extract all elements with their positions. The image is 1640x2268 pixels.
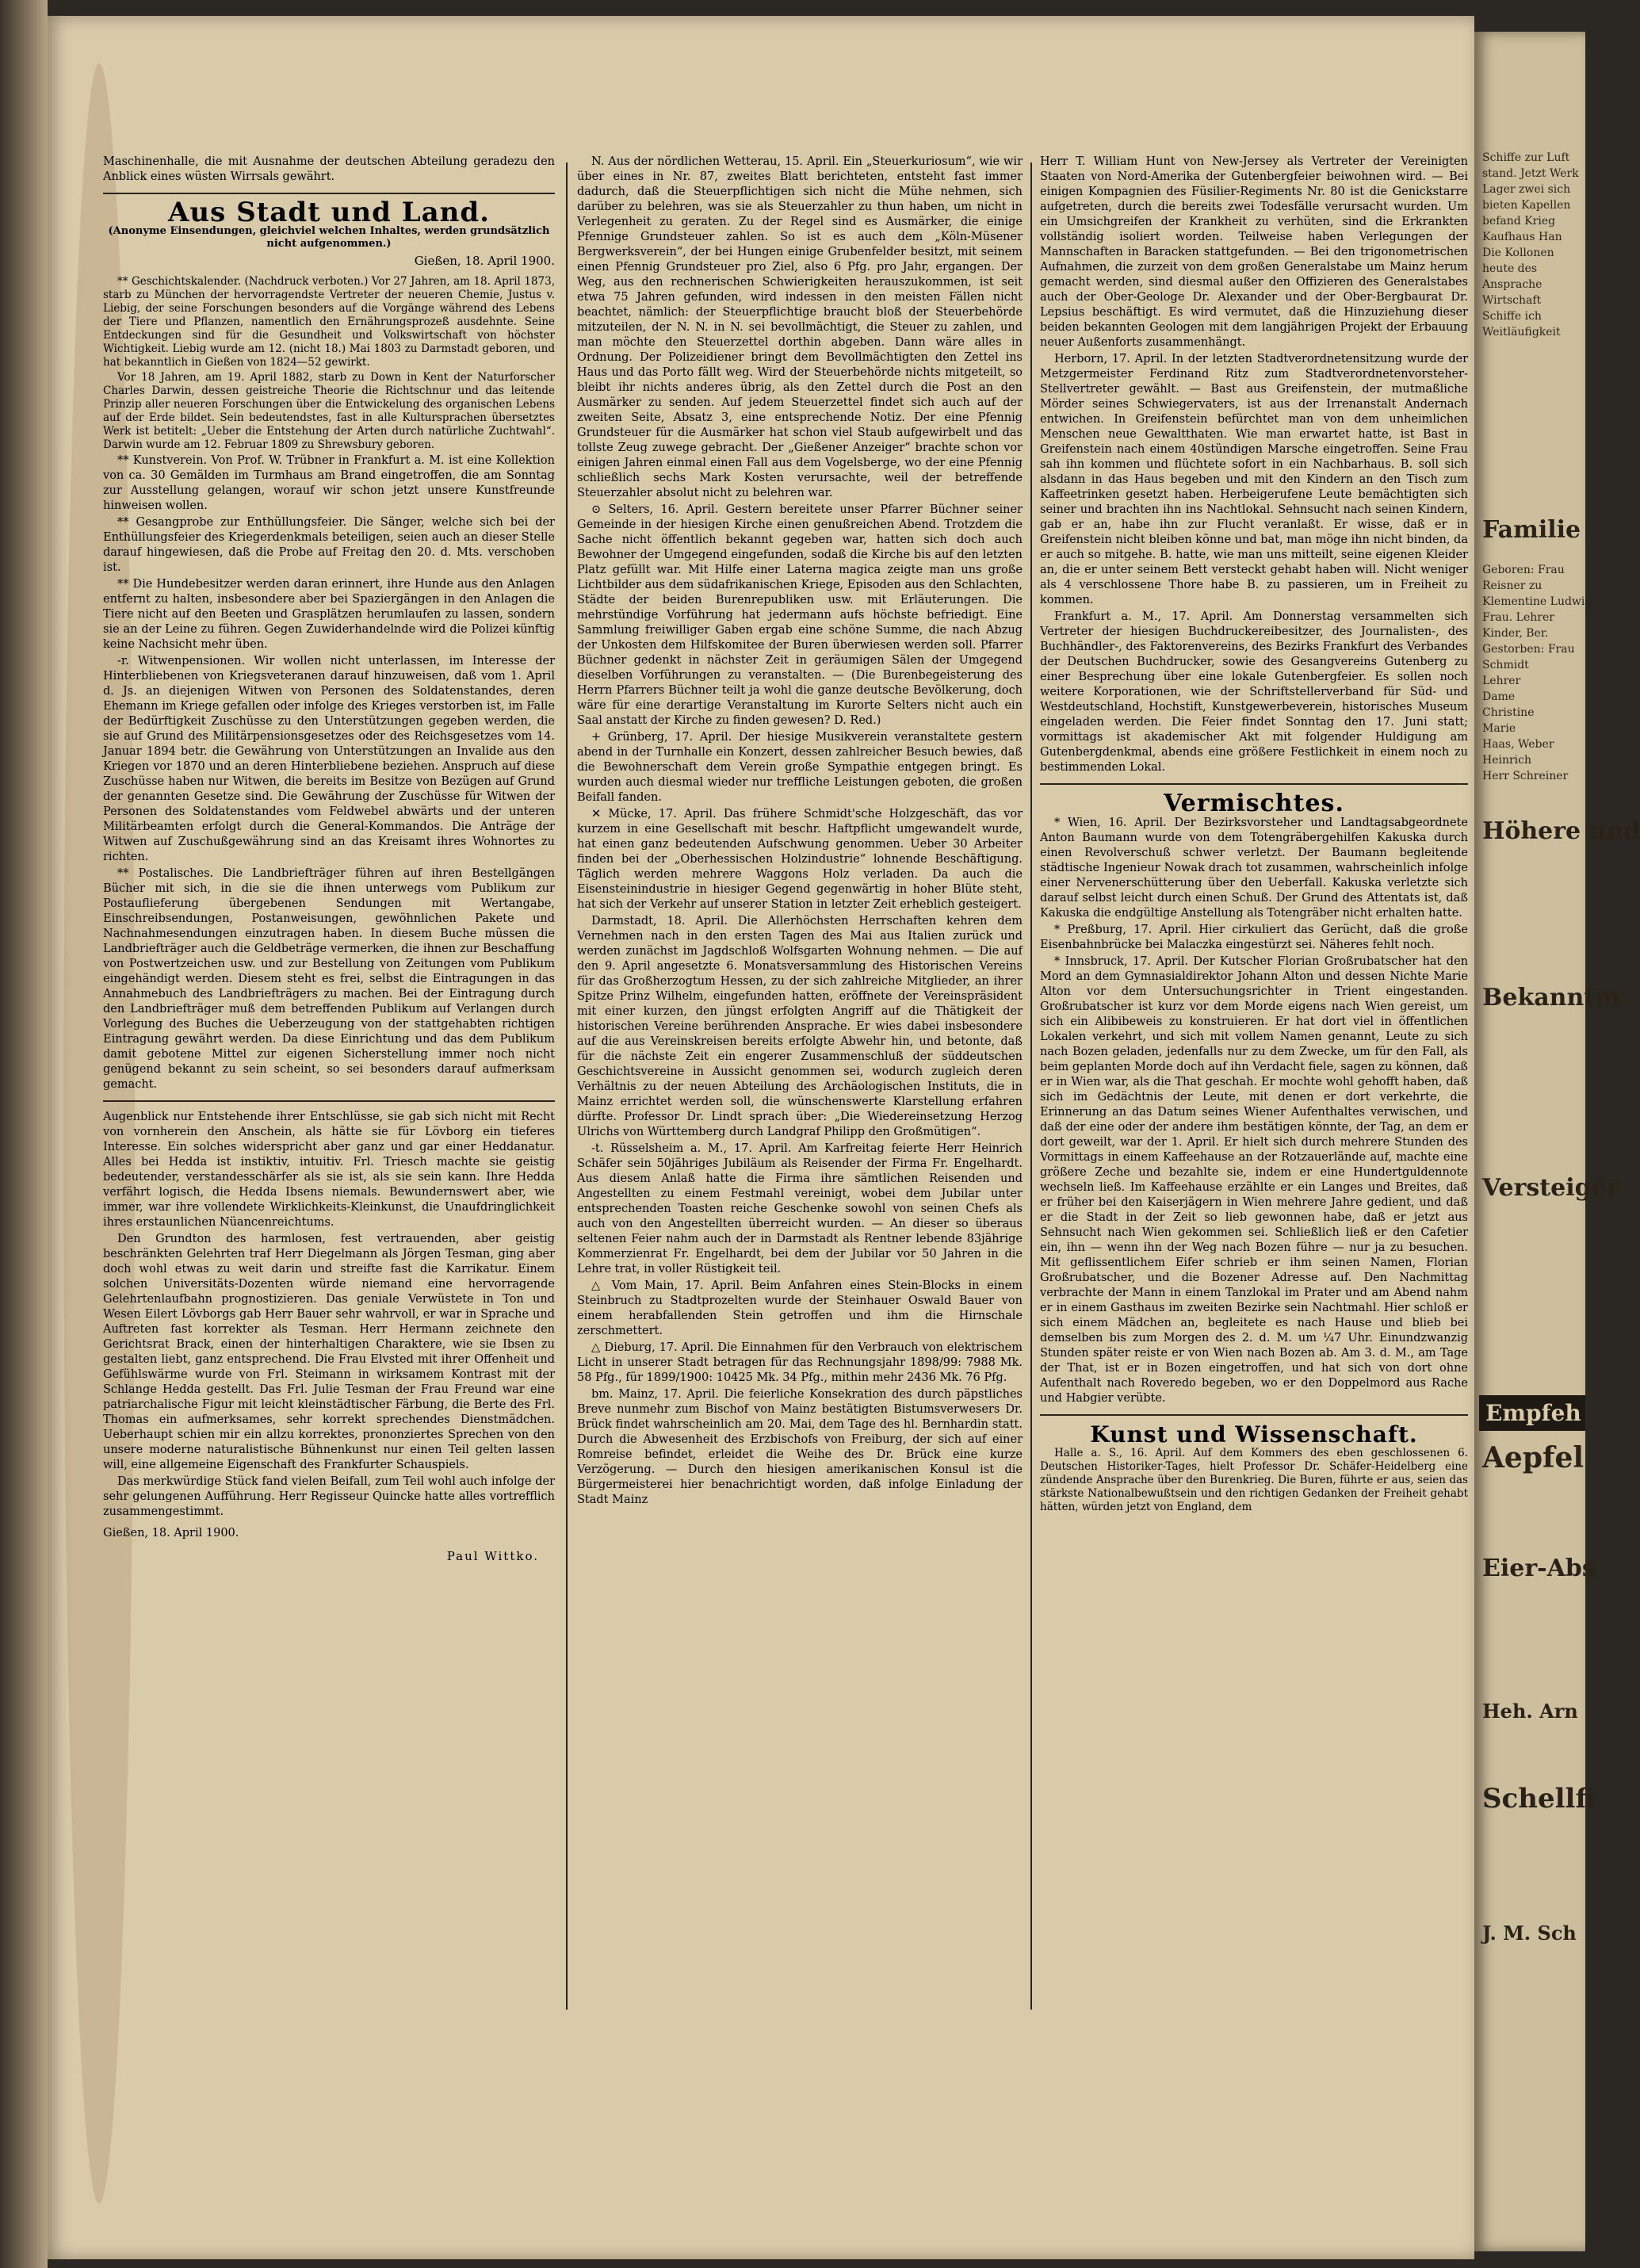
article-muecke: ✕ Mücke, 17. April. Das frühere Schmidt'sche Holzgeschäft, das vor kurzem in eine Gesellschaft mit beschr. Haftpflicht umgewandelt wurde, hat einen ganz bedeutenden Aufschwung genommen. Ueber 30 Arbeiter finden bei der „Oberhessischen Holzindustrie“ lohnende Beschäftigung. Täglich werden mehrere Waggons Holz verladen. Da auch die Eisensteinindustrie in hiesiger Gegend gegenwärtig in hoher Blüte steht, hat sich der Verkehr auf unserer Station in letzter Zeit erheblich gesteigert.: [577, 808, 1023, 911]
edge-text: Lehrer: [1482, 675, 1521, 687]
edge-text: stand. Jetzt Werk: [1482, 167, 1579, 180]
column-rule: [566, 163, 568, 2010]
article-herborn: Herborn, 17. April. In der letzten Stadtverordnetensitzung wurde der Metzgermeister Ferdinand Ritz zum Stadtverordnetenvorsteher-Stellvertreter gewählt. — Bast aus Greifenstein, der mutmaßliche Mörder seines Schwiegervaters, ist aus der Irrenanstalt Andernach entwichen. In Greifenstein befürchtet man von dem unheimlichen Menschen neue Gewaltthaten. Wie man erwartet hatte, ist Bast in Greifenstein nach einem 40stündigen Marsche eingetroffen. Seine Frau sah ihn kommen und flüchtete sofort in ein Nachbarhaus. B. soll sich alsdann in das Haus begeben und mit den Kindern an den Tisch zum Kaffeetrinken gesetzt haben. Herbeigerufene Leute bemächtigten sich seiner und brachten ihn ins Nachtlokal. Sehnsucht nach seinen Kindern, gab er an, habe ihn zur Flucht veranlaßt. Er wisse, daß er in Greifenstein nicht bleiben könne und bat, man möge ihn nicht binden, da er auch so mitgehe. B. hatte, wie man uns mitteilt, seine eigenen Kleider an, die er unter seinem Bett versteckt gehabt haben will. Nicht weniger als 4 verschlossene Thore habe B. zu passieren, um in Freiheit zu kommen.: [1040, 353, 1468, 606]
edge-text: Klementine Ludwig: [1482, 595, 1592, 608]
article-vom-main: △ Vom Main, 17. April. Beim Anfahren eines Stein-Blocks in einem Steinbruch zu Stadtprozelten wurde der Steinhauer Oswald Bauer von einem herabfallenden Stein getroffen und ihm die Hirnschale zerschmettert.: [577, 1279, 1023, 1337]
edge-heading: Familie: [1482, 516, 1581, 544]
theater-review-part3: Das merkwürdige Stück fand vielen Beifall, zum Teil wohl auch infolge der sehr gelungenen Aufführung. Herr Regisseur Quincke hatte alles vortrefflich zusammengestimmt.: [103, 1475, 555, 1518]
intro-paragraph: Maschinenhalle, die mit Ausnahme der deutschen Abteilung geradezu den Anblick eines wüsten Wirrsals gewährt.: [103, 155, 555, 183]
edge-text: Schiffe ich: [1482, 310, 1542, 323]
article-halle: Halle a. S., 16. April. Auf dem Kommers des eben geschlossenen 6. Deutschen Historiker-Tages, hielt Professor Dr. Schäfer-Heidelberg eine zündende Ansprache über den Burenkrieg. Die Buren, führte er aus, seien das stärkste Nationalbewußtsein und den richtigen Gedanken der Freiheit gehabt hätten, würden jetzt von England, dem: [1040, 1447, 1468, 1513]
edge-text: Kinder, Ber.: [1482, 627, 1549, 640]
edge-heading: Aepfel: [1482, 1441, 1585, 1474]
edge-heading: Eier-Abs: [1482, 1555, 1596, 1582]
article-hundebesitzer: ** Die Hundebesitzer werden daran erinnert, ihre Hunde aus den Anlagen entfernt zu halten, insbesondere aber bei Spaziergängen in den Anlagen die Tiere nicht auf den Beeten und Grasplätzen herumlaufen zu lassen, sondern sie an der Leine zu führen. Gegen Zuwiderhandelnde wird die Polizei künftig keine Nachsicht mehr üben.: [103, 578, 555, 651]
column-3: [1040, 155, 1468, 1516]
edge-text: Christine: [1482, 706, 1535, 719]
edge-ad-box: Empfeh: [1479, 1395, 1585, 1431]
edge-text: Marie: [1482, 722, 1516, 735]
article-gesangprobe: ** Gesangprobe zur Enthüllungsfeier. Die Sänger, welche sich bei der Enthüllungsfeier des Kriegerdenkmals beteiligen, seien auch an dieser Stelle darauf hingewiesen, daß die Probe auf Freitag den 20. d. Mts. verschoben ist.: [103, 516, 555, 574]
edge-heading: Schellfi: [1482, 1783, 1596, 1815]
article-kunstverein: ** Kunstverein. Von Prof. W. Trübner in Frankfurt a. M. ist eine Kollektion von ca. 30 Gemälden im Turmhaus am Brand eingetroffen, die am Sonntag zur Ausstellung gelangen, worauf wir schon jetzt unsere Kunstfreunde hinweisen wollen.: [103, 454, 555, 512]
article-pressburg: * Preßburg, 17. April. Hier cirkuliert das Gerücht, daß die große Eisenbahnbrücke bei Malaczka eingestürzt sei. Näheres fehlt noch.: [1040, 924, 1468, 951]
divider: [103, 1100, 555, 1102]
edge-text: Frau. Lehrer: [1482, 611, 1554, 624]
divider: [103, 193, 555, 194]
divider: [1040, 783, 1468, 785]
article-wetterau: N. Aus der nördlichen Wetterau, 15. April. Ein „Steuerkuriosum“, wie wir über eines in Nr. 87, zweites Blatt berichteten, entsteht fast immer dadurch, daß die Steuerpflichtigen sich nicht die Mühe nehmen, sich darüber zu belehren, was sie als Steuerzahler zu thun haben, um nicht in Verlegenheit zu geraten. Zu der Regel sind es Ausmärker, die einige Pfennige Grundsteuer zahlen. So ist es auch dem „Köln-Müsener Bergwerksverein“, der bei Hungen einige Grubenfelder besitzt, mit seinem einen Pfennig Grundsteuer pro Ziel, also 6 Pfg. pro Jahr, ergangen. Der Weg, aus den rechnerischen Schwierigkeiten herauszukommen, ist seit etwa 75 Jahren gefunden, wird indessen in den meisten Fällen nicht beachtet, nämlich: der Steuerpflichtige braucht bloß der Steuerbehörde mitzuteilen, der N. N. in N. sei bevollmächtigt, die Steuer zu zahlen, und man möchte den Steuerzettel dorthin abgeben. Dann wäre alles in Ordnung. Der Polizeidiener bringt dem Bevollmächtigten den Zettel ins Haus und das Porto fällt weg. Wird der Steuerbehörde nichts mitgeteilt, so bleibt ihr nichts anderes übrig, als den Zettel durch die Post an den Ausmärker zu senden. Auf jedem Steuerzettel findet sich auch auf der zweiten Seite, Absatz 3, eine entsprechende Notiz. Der eine Pfennig Grundsteuer für die Ausmärker hat schon viel Staub aufgewirbelt und das tollste Zeug zuwege gebracht. Der „Gießener Anzeiger“ brachte schon vor einigen Jahren einmal einen Fall aus dem Vogelsberge, wo der eine Pfennig schließlich sechs Mark Kosten verursachte, weil der betreffende Steuerzahler absolut nicht zu belehren war.: [577, 155, 1023, 499]
article-wien: * Wien, 16. April. Der Bezirksvorsteher und Landtagsabgeordnete Anton Baumann wurde von dem Totengräbergehilfen Kakuska durch einen Revolverschuß schwer verletzt. Der Baumann begleitende städtische Ingenieur Nowak drach tot zusammen, wahrscheinlich infolge einer Nervenerschütterung über den Ueberfall. Kakuska verletzte sich darauf selbst leicht durch einen Schuß. Der Grund des Attentats ist, daß Kakuska die endgültige Anstellung als Totengräber nicht erhalten hatte.: [1040, 817, 1468, 920]
section-subtitle: (Anonyme Einsendungen, gleichviel welchen Inhaltes, werden grundsätzlich nicht aufgenommen.): [108, 225, 550, 250]
article-witwenpensionen: -r. Witwenpensionen. Wir wollen nicht unterlassen, im Interesse der Hinterbliebenen von Kriegsveteranen darauf hinzuweisen, daß vom 1. April d. Js. an diejenigen Witwen von Personen des Soldatenstandes, deren Ehemann im Kriege gefallen oder infolge des Krieges verstorben ist, im Falle der Bedürftigkeit Zuschüsse zu den Unterstützungen gegeben werden, die sie auf Grund des Militärpensionsgesetzes oder des Reichsgesetzes vom 14. Januar 1894 betr. die Gewährung von Unterstützungen an Invalide aus den Kriegen vor 1870 und an deren Hinterbliebene beziehen. Anspruch auf diese Zuschüsse haben nur Witwen, die bereits im Besitze von Bezügen auf Grund der genannten Gesetze sind. Die Gewährung der Zuschüsse für Witwen der Personen des Soldatenstandes vom Feldwebel abwärts und der unteren Militärbeamten erfolgt durch die General-Kommandos. Die Anträge der Witwen auf Zuschußgewährung sind an das Kreisamt ihres Wohnortes zu richten.: [103, 655, 555, 863]
edge-text: Geboren: Frau: [1482, 564, 1565, 576]
edge-text: Weitläufigkeit: [1482, 326, 1561, 338]
column-rule: [1030, 163, 1032, 2010]
edge-text: Die Kollonen: [1482, 247, 1554, 259]
section-title-kunst: Kunst und Wissenschaft.: [1090, 1421, 1418, 1448]
edge-text: Schmidt: [1482, 659, 1529, 671]
edge-text: Ansprache: [1482, 278, 1543, 291]
edge-text: bieten Kapellen: [1482, 199, 1571, 212]
edge-text: heute des: [1482, 262, 1538, 275]
article-innsbruck: * Innsbruck, 17. April. Der Kutscher Florian Großrubatscher hat den Mord an dem Gymnasialdirektor Johann Alton und dessen Nichte Marie Alton vor dem Untersuchungsrichter in Trient eingestanden. Großrubatscher ist kurz vor dem Morde eigens nach Wien gereist, um sich ein Alibibeweis zu konstruieren. Er hat dort viel in öffentlichen Lokalen verkehrt, und sich mit vollem Namen genannt, Leute zu sich nach Bozen geladen, jedenfalls nur zu dem Zwecke, um für den Fall, als beim geplanten Morde doch auf ihn Verdacht fiele, sagen zu können, daß er in Wien war, als die That geschah. Er mochte wohl gehofft haben, daß sich im Gedächtnis der Leute, mit denen er dort verkehrte, die Erinnerung an das Datum seines Wiener Aufenthaltes verwischen, und daß der eine oder der andere ihm bestätigen könnte, der Tag, an dem er dort geweilt, war der 1. April. Er hielt sich durch mehrere Stunden des Vormittags in einem Kaffeehause an der Rotzauerlände auf, machte eine größere Zeche und bezahlte sie, indem er eine Hundertguldennote wechseln ließ. Im Kaffeehause erzählte er ein Langes und Breites, daß er früher bei den Kaiserjägern in Wien mehrere Jahre gedient, und daß er die Stadt in der Zeit so lieb gewonnen habe, daß er jetzt aus Sehnsucht nach Wien gekommen sei. Schließlich ließ er den Cafetier ein, ihn — wenn ihn der Weg nach Bozen führe — nur ja zu besuchen. Mit geflissentlichem Eifer schrieb er ihm seinen Namen, Florian Großrubatscher, und die Bozener Adresse auf. Den Nachmittag verbrachte der Mann in einem Tanzlokal im Prater und am Abend nahm er in einem Gasthaus im zweiten Bezirke sein Nachtmahl. Hier schloß er sich einem Mädchen an, begleitete es nach Hause und blieb bei demselben bis zum Morgen des 2. d. M. um ¼7 Uhr. Einundzwanzig Stunden später reiste er von Wien nach Bozen ab. Am 3. d. M., am Tage der That, ist er in Bozen eingetroffen, und hat sich von dort ohne Aufenthalt nach Roveredo begeben, wo er den Doppelmord aus Rache und Habgier verübte.: [1040, 955, 1468, 1405]
article-dieburg: △ Dieburg, 17. April. Die Einnahmen für den Verbrauch von elektrischem Licht in unserer Stadt betragen für das Rechnungsjahr 1898/99: 7988 Mk. 58 Pfg., für 1899/1900: 10425 Mk. 34 Pfg., mithin mehr 2436 Mk. 76 Pfg.: [577, 1341, 1023, 1384]
section-title-vermischtes: Vermischtes.: [1164, 790, 1344, 817]
article-ruesselsheim: -t. Rüsselsheim a. M., 17. April. Am Karfreitag feierte Herr Heinrich Schäfer sein 50jähriges Jubiläum als Reisender der Firma Fr. Engelhardt. Aus diesem Anlaß hatte die Firma ihre sämtlichen Reisenden und Angestellten zu einem Festmahl vereinigt, wobei dem Jubilar unter entsprechenden Toasten reiche Geschenke sowohl von seinen Chefs als auch von den Angestellten überreicht wurden. — An dieser so überaus seltenen Feier nahm auch der in Darmstadt als Rentner lebende 83jährige Kommerzienrat Fr. Engelhardt, bei dem der Jubilar vor 50 Jahren in die Lehre trat, in voller Rüstigkeit teil.: [577, 1142, 1023, 1276]
column-1: [103, 155, 555, 1564]
adjacent-page-edge: [1474, 32, 1640, 2251]
article-darmstadt: Darmstadt, 18. April. Die Allerhöchsten Herrschaften kehren dem Vernehmen nach in den ersten Tagen des Mai aus Italien zurück und werden zunächst im Jagdschloß Wolfsgarten Wohnung nehmen. — Die auf den 9. April angesetzte 6. Monatsversammlung des Historischen Vereins für das Großherzogtum Hessen, zu der sich zahlreiche Mitglieder, an ihrer Spitze Prinz Wilhelm, eingefunden hatten, eröffnete der Vereinspräsident mit einer kurzen, den jüngst erfolgten Angriff auf die Thätigkeit der historischen Vereine berührenden Ansprache. Er wies dabei insbesondere auf die aus Vereinskreisen bereits erfolgte Abwehr hin, und betonte, daß für die nächste Zeit ein engerer Zusammenschluß der süddeutschen Geschichtsvereine in Aussicht genommen sei, wodurch zugleich deren Verhältnis zu der neuen Abteilung des Archäologischen Instituts, die in Mainz errichtet werden soll, die wünschenswerte Klarstellung erfahren dürfte. Professor Dr. Lindt sprach über: „Die Wiedereinsetzung Herzog Ulrichs von Württemberg durch Landgraf Philipp den Großmütigen“.: [577, 915, 1023, 1138]
edge-text: Dame: [1482, 690, 1516, 703]
column-2: [577, 155, 1023, 1509]
article-mainz-continued: Herr T. William Hunt von New-Jersey als Vertreter der Vereinigten Staaten von Nord-Amerika der Gutenbergfeier beiwohnen wird. — Bei einigen Kompagnien des Füsilier-Regiments Nr. 80 ist die Genickstarre aufgetreten, durch die bereits zwei Todesfälle verursacht wurden. Um ein Umsichgreifen der Krankheit zu verhüten, sind die Erkrankten vollständig isoliert worden. Teilweise haben Verlegungen der Mannschaften in Baracken stattgefunden. — Bei den trigonometrischen Aufnahmen, die zurzeit von dem großen Generalstabe um Mainz herum gemacht werden, sind diesmal außer den Offizieren des Generalstabes auch der Ober-Geologe Dr. Alexander und der Ober-Bergbaurat Dr. Lepsius beschäftigt. Es wird vermutet, daß die Hinzuziehung dieser beiden bekannten Geologen mit dem langjährigen Projekt der Erbauung neuer Außenforts zusammenhängt.: [1040, 155, 1468, 349]
dateline: Gießen, 18. April 1900.: [414, 254, 555, 268]
edge-heading: Versteiger: [1482, 1174, 1619, 1202]
book-spine: [0, 0, 48, 2268]
edge-text: Haas, Weber: [1482, 738, 1554, 751]
edge-heading: Heh. Arn: [1482, 1700, 1578, 1723]
edge-text: befand Krieg: [1482, 215, 1556, 228]
divider: [1040, 1414, 1468, 1416]
edge-text: Heinrich: [1482, 754, 1532, 767]
edge-heading: Höhere und: [1482, 817, 1640, 845]
edge-heading: J. M. Sch: [1482, 1922, 1577, 1945]
edge-text: Schiffe zur Luft: [1482, 151, 1570, 164]
article-darwin: Vor 18 Jahren, am 19. April 1882, starb zu Down in Kent der Naturforscher Charles Darwin, dessen geistreiche Theorie die Richtschnur und das leitende Prinzip aller neueren Forschungen über die Entwickelung des organischen Lebens auf der Erde bildet. Sein bedeutendstes, fast in alle Kultursprachen übersetztes Werk ist betitelt: „Ueber die Entstehung der Arten durch natürliche Zuchtwahl“. Darwin wurde am 12. Februar 1809 zu Shrewsbury geboren.: [103, 371, 555, 451]
edge-text: Kaufhaus Han: [1482, 231, 1562, 243]
review-signature: Paul Wittko.: [446, 1549, 539, 1563]
article-postalisches: ** Postalisches. Die Landbriefträger führen auf ihren Bestellgängen Bücher mit sich, in die sie die ihnen unterwegs vom Publikum zur Postauflieferung übergebenen Sendungen mit Wertangabe, Einschreibsendungen, Postanweisungen, gewöhnlichen Pakete und Nachnahmesendungen einzutragen haben. In diesem Buche müssen die Landbriefträger auch die Geldbeträge vermerken, die ihnen zur Beschaffung von Postwertzeichen usw. und zur Bestellung von Zeitungen vom Publikum eingehändigt werden. Diesem steht es frei, selbst die Eintragungen in das Annahmebuch des Landbriefträgers zu machen. Bei der Eintragung durch den Landbriefträger muß dem betreffenden Publikum auf Verlangen durch Vorlegung des Buches die Ueberzeugung von der stattgehabten richtigen Eintragung gewährt werden. Da diese Einrichtung und das dem Publikum damit gebotene Mittel zur eigenen Sicherstellung immer noch nicht genügend bekannt zu sein scheint, so sei besonders darauf aufmerksam gemacht.: [103, 867, 555, 1091]
theater-review-part1: Augenblick nur Entstehende ihrer Entschlüsse, sie gab sich nicht mit Recht von vornherein den Anschein, als hätte sie für Lövborg ein tieferes Interesse. Ein solches widerspricht aber ganz und gar einer Heddanatur. Alles bei Hedda ist instiktiv, intuitiv. Frl. Triesch machte sie geistig bedeutender, verstandesschärfer als sie ist, als sie sein kann. Ihre Hedda verfährt logisch, die Hedda Ibsens niemals. Bewundernswert aber, wie immer, war ihre vollendete Wirklichkeits-Kleinkunst, die Unaufdringlichkeit ihres erstaunlichen Nüancenreichtums.: [103, 1111, 555, 1229]
theater-review-part2: Den Grundton des harmlosen, fest vertrauenden, aber geistig beschränkten Gelehrten traf Herr Diegelmann als Jörgen Tesman, ging aber doch wohl etwas zu weit darin und streifte fast die Karrikatur. Einem solchen Universitäts-Dozenten würde niemand eine hervorragende Gelehrtenlaufbahn prognostizieren. Das geniale Verwüstete in Ton und Wesen Eilert Lövborgs gab Herr Bauer sehr wahrvoll, er war in Sprache und Auftreten fast korrekter als Tesman. Herr Hermann zeichnete den Gerichtsrat Brack, einen der hinterhaltigen Charaktere, wie sie Ibsen zu gestalten liebt, ganz entsprechend. Die Frau Elvsted mit ihrer Offenheit und Gefühlswärme wurde von Frl. Steimann in wirksamem Kontrast mit der Schlange Hedda gestellt. Das Frl. Julie Tesman der Frau Freund war eine patriarchalische Figur mit leicht kleinstädtischer Färbung, die Berte des Frl. Thomas ein aufmerksames, sehr korrekt sprechendes Dienstmädchen. Ueberhaupt schien mir ein allzu korrektes, prononziertes Sprechen von den unsere moderne naturalistische Bühnenkunst nur einen Teil gelten lassen will, eine allgemeine Eigenschaft des Frankfurter Schauspiels.: [103, 1233, 555, 1471]
article-mainz: bm. Mainz, 17. April. Die feierliche Konsekration des durch päpstliches Breve nunmehr zum Bischof von Mainz bestätigten Bistumsverwesers Dr. Brück findet wahrscheinlich am 20. Mai, dem Tage des hl. Bernhardin statt. Durch die Abwesenheit des Erzbischofs von Freiburg, der sich auf einer Romreise befindet, erleidet die Weihe des Dr. Brück eine kurze Verzögerung. — Durch den hiesigen amerikanischen Konsul ist die Bürgermeisterei hier benachrichtigt worden, daß infolge Einladung der Stadt Mainz: [577, 1388, 1023, 1506]
edge-text: Lager zwei sich: [1482, 183, 1571, 196]
article-selters: ⊙ Selters, 16. April. Gestern bereitete unser Pfarrer Büchner seiner Gemeinde in der hiesigen Kirche einen genußreichen Abend. Trotzdem die Sache nicht öffentlich bekannt gegeben war, hatten sich doch auch Bewohner der Umgegend eingefunden, sodaß die Kirche bis auf den letzten Platz gefüllt war. Mit Hilfe einer Laterna magica zeigte man uns große Lichtbilder aus dem südafrikanischen Kriege, Episoden aus den Schlachten, Städte der beiden Burenrepubliken usw. mit Erläuterungen. Die mehrstündige Vorführung hat jedermann aufs höchste befriedigt. Eine Sammlung freiwilliger Gaben ergab eine schöne Summe, die nach Abzug der Unkosten dem Hilfskomitee der Buren überwiesen werden soll. Pfarrer Büchner gedenkt in nächster Zeit in geräumigen Sälen der Umgegend dieselben Vorführungen zu veranstalten. — (Die Burenbegeisterung des Herrn Pfarrers Büchner teilt ja wohl die ganze deutsche Bevölkerung, doch wäre für eine derartige Veranstaltung im Kurorte Selters nicht auch ein Saal anstatt der Kirche zu finden gewesen? D. Red.): [577, 503, 1023, 727]
edge-text: Gestorben: Frau: [1482, 643, 1575, 656]
edge-text: Herr Schreiner: [1482, 770, 1569, 782]
section-title-stadt-land: Aus Stadt und Land.: [168, 197, 490, 228]
article-frankfurt: Frankfurt a. M., 17. April. Am Donnerstag versammelten sich Vertreter der hiesigen Buchdruckereibesitzer, des Journalisten-, des Buchhändler-, des Faktorenvereins, des Bezirks Frankfurt des Verbandes der Deutschen Buchdrucker, sowie des Gesangvereins Gutenberg zu einer Besprechung über eine lokale Gutenbergfeier. Es sollen noch weitere Korporationen, wie der Schriftstellerverband für Süd- und Westdeutschland, Hochstift, Kunstgewerbeverein, historisches Museum eingeladen werden. Die Feier findet Sonntag den 17. Juni statt; vormittags ist akademischer Akt mit folgender Huldigung am Gutenbergdenkmal, abends eine größere Festlichkeit in einem noch zu bestimmenden Lokal.: [1040, 610, 1468, 774]
edge-text: Reisner zu: [1482, 579, 1543, 592]
article-gruenberg: + Grünberg, 17. April. Der hiesige Musikverein veranstaltete gestern abend in der Turnhalle ein Konzert, dessen zahlreicher Besuch bewies, daß die Bewohnerschaft dem Verein große Sympathie entgegen bringt. Es wurden auch diesmal wieder nur treffliche Leistungen geboten, die großen Beifall fanden.: [577, 731, 1023, 804]
article-geschichtskalender: ** Geschichtskalender. (Nachdruck verboten.) Vor 27 Jahren, am 18. April 1873, starb zu München der hervorragendste Vertreter der neueren Chemie, Justus v. Liebig, der seine Forschungen besonders auf die Vorgänge während des Lebens der Tiere und Pflanzen, namentlich den Ernährungsprozeß ausdehnte. Seine Entdeckungen sind für die Gesundheit und Volkswirtschaft von höchster Wichtigkeit. Liebig wurde am 12. (nicht 18.) Mai 1803 zu Darmstadt geboren, und hat bekanntlich in Gießen von 1824—52 gewirkt.: [103, 275, 555, 369]
review-place-date: Gießen, 18. April 1900.: [103, 1527, 239, 1539]
edge-heading: Bekanntm: [1482, 984, 1620, 1012]
edge-text: Wirtschaft: [1482, 294, 1542, 307]
